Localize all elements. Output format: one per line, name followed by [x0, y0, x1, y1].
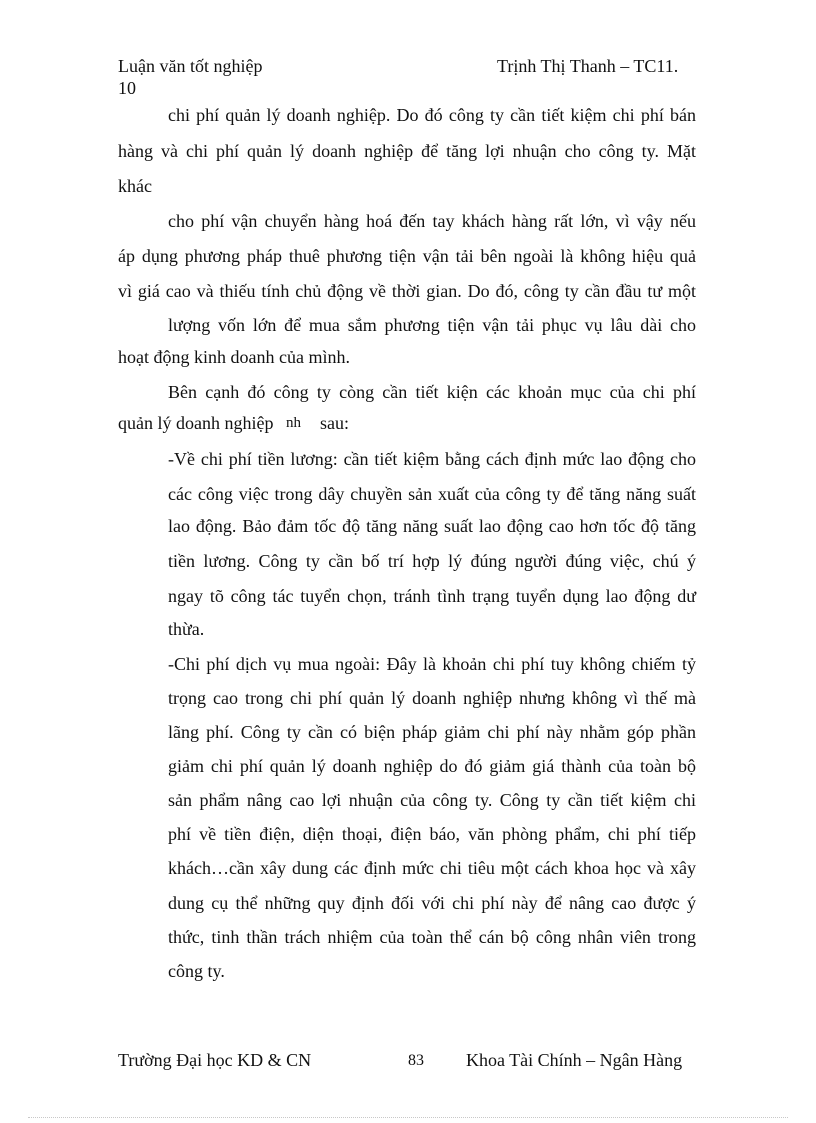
body-line-fragment: nh [286, 415, 301, 431]
body-line: quản lý doanh nghiệp [118, 413, 274, 433]
body-line: lãng phí. Công ty cần có biện pháp giảm chi phí này nhằm góp phần [168, 722, 696, 742]
body-line: hàng và chi phí quản lý doanh nghiệp để tăng lợi nhuận cho công ty. Mặt [118, 141, 696, 161]
body-line: -Về chi phí tiền lương: cần tiết kiệm bằng cách định mức lao động cho [168, 449, 696, 469]
body-line: ngay tõ công tác tuyển chọn, tránh tình trạng tuyển dụng lao động dư [168, 586, 696, 606]
body-line: thừa. [168, 619, 205, 639]
footer-right: Khoa Tài Chính – Ngân Hàng [466, 1050, 683, 1070]
body-line: vì giá cao và thiếu tính chủ động về thời gian. Do đó, công ty cần đầu tư một [118, 281, 696, 301]
body-line: khác [118, 176, 152, 196]
page-bottom-border [28, 1117, 788, 1118]
body-line: công ty. [168, 961, 225, 981]
body-line: sau: [320, 413, 349, 433]
footer-left: Trường Đại học KD & CN [118, 1050, 312, 1070]
body-line: lượng vốn lớn để mua sắm phương tiện vận tải phục vụ lâu dài cho [168, 315, 696, 335]
body-line: cho phí vận chuyển hàng hoá đến tay khách hàng rất lớn, vì vậy nếu [168, 211, 696, 231]
body-line: giảm chi phí quản lý doanh nghiệp do đó giảm giá thành của toàn bộ [168, 756, 696, 776]
page-number: 83 [408, 1052, 424, 1069]
body-line: áp dụng phương pháp thuê phương tiện vận tải bên ngoài là không hiệu quả [118, 246, 696, 266]
body-line: dung cụ thể những quy định đối với chi phí này để nâng cao được ý [168, 893, 696, 913]
body-line: khách…cần xây dung các định mức chi tiêu một cách khoa học và xây [168, 858, 696, 878]
header-right: Trịnh Thị Thanh – TC11. [497, 56, 679, 76]
body-line: lao động. Bảo đảm tốc độ tăng năng suất lao động cao hơn tốc độ tăng [168, 516, 696, 536]
body-line: -Chi phí dịch vụ mua ngoài: Đây là khoản chi phí tuy không chiếm tỷ [168, 654, 696, 674]
header-right-continuation: 10 [118, 78, 136, 98]
body-line: tiền lương. Công ty cần bố trí hợp lý đúng người đúng việc, chú ý [168, 551, 696, 571]
body-line: chi phí quản lý doanh nghiệp. Do đó công ty cần tiết kiệm chi phí bán [168, 105, 696, 125]
body-line: các công việc trong dây chuyền sản xuất của công ty để tăng năng suất [168, 484, 696, 504]
body-line: hoạt động kinh doanh của mình. [118, 347, 350, 367]
header-left: Luận văn tốt nghiệp [118, 56, 263, 76]
body-line: Bên cạnh đó công ty còng cần tiết kiện các khoản mục của chi phí [168, 382, 696, 402]
body-line: trọng cao trong chi phí quản lý doanh nghiệp nhưng không vì thế mà [168, 688, 696, 708]
body-line: sản phẩm nâng cao lợi nhuận của công ty. Công ty cần tiết kiệm chi [168, 790, 696, 810]
body-line: phí về tiền điện, diện thoại, điện báo, văn phòng phẩm, chi phí tiếp [168, 824, 696, 844]
body-line: thức, tinh thần trách nhiệm của toàn thể cán bộ công nhân viên trong [168, 927, 696, 947]
